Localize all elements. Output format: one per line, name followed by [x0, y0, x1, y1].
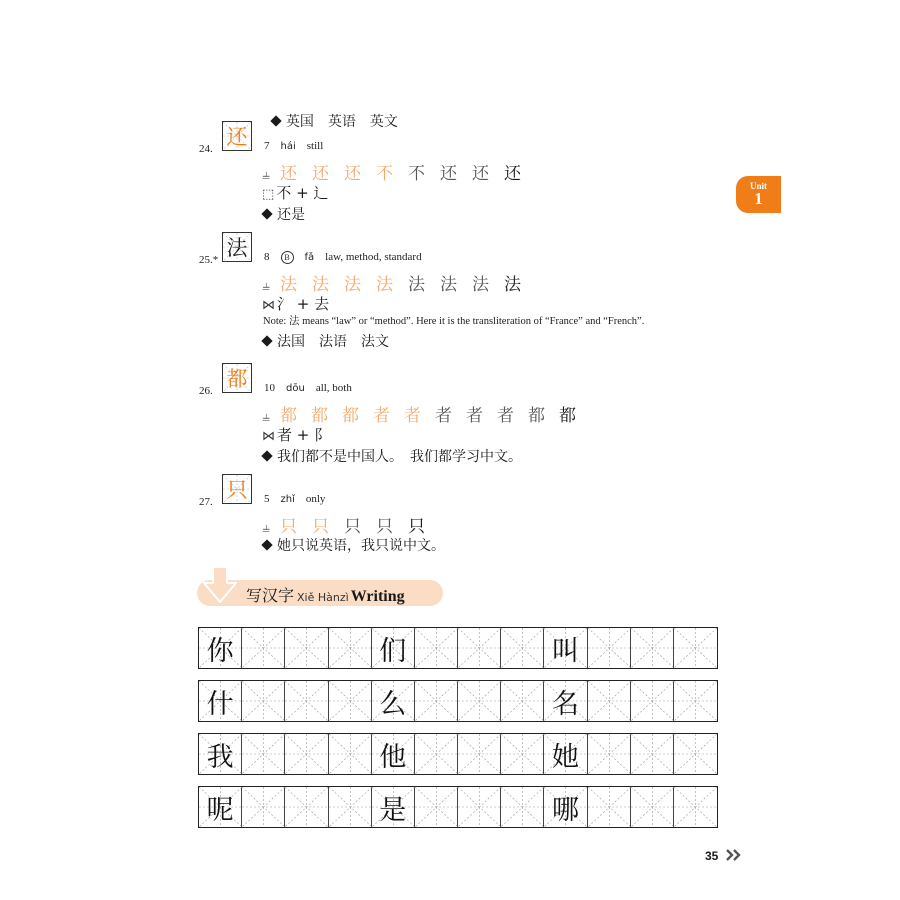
stroke-step: 都: [528, 406, 545, 426]
component-breakdown: [262, 293, 329, 314]
model-character: 么: [379, 688, 407, 720]
writing-row: [198, 680, 718, 722]
diamond-bullet-icon: [261, 539, 272, 550]
model-character: 是: [379, 794, 407, 826]
pinyin: hái: [280, 141, 296, 152]
model-character: 她: [551, 741, 579, 773]
example-words: [263, 204, 305, 224]
stroke-order-row: [262, 159, 536, 184]
model-character: 叫: [551, 635, 579, 667]
writing-cell[interactable]: [329, 734, 372, 774]
cell-guide-lines: [458, 681, 501, 721]
stroke-order-row: [262, 401, 590, 426]
writing-cell[interactable]: [415, 734, 458, 774]
stroke-step: 还: [440, 164, 457, 184]
cell-guide-lines: [329, 734, 372, 774]
stroke-step: 法: [440, 275, 457, 295]
stroke-order-icon: ⫨: [262, 278, 270, 294]
cell-guide-lines: [588, 734, 631, 774]
entry-number: 24.: [199, 143, 213, 155]
stroke-order-icon: ⫨: [262, 409, 270, 425]
page-number: 35: [705, 849, 719, 863]
writing-cell[interactable]: [588, 681, 631, 721]
stroke-step: 法: [472, 275, 489, 295]
writing-cell[interactable]: [329, 628, 372, 668]
cell-guide-lines: [329, 628, 372, 668]
stroke-step: 还: [312, 164, 329, 184]
cell-guide-lines: [501, 787, 544, 827]
down-arrow-icon: [203, 567, 237, 603]
component-icon: ⬚: [262, 187, 275, 202]
example-words: [263, 446, 522, 466]
components-text: 氵 + 去: [277, 295, 330, 313]
writing-cell[interactable]: [372, 734, 415, 774]
unit-tab[interactable]: [736, 176, 781, 213]
writing-cell[interactable]: [199, 628, 242, 668]
stroke-step: 法: [312, 275, 329, 295]
writing-cell[interactable]: [372, 787, 415, 827]
stroke-step: 都: [311, 406, 328, 426]
pinyin: fǎ: [304, 252, 315, 263]
example-words-text: 她只说英语，我只说中文。: [277, 538, 445, 554]
entry-note: Note: 法 means “law” or “method”. Here it is the transliteration of “France” and “French”.: [263, 316, 645, 327]
entry-number: 27.: [199, 496, 213, 508]
writing-cell[interactable]: [285, 681, 328, 721]
meaning: all, both: [315, 382, 352, 394]
stroke-step: 只: [408, 517, 425, 537]
writing-cell[interactable]: [674, 628, 717, 668]
writing-title-zh: 写汉字: [246, 586, 295, 605]
writing-cell[interactable]: [285, 628, 328, 668]
cell-guide-lines: [285, 681, 328, 721]
stroke-step: 还: [344, 164, 361, 184]
character-box: [222, 232, 252, 262]
stroke-step: 法: [504, 275, 521, 295]
stroke-step: 者: [373, 406, 390, 426]
writing-cell[interactable]: [242, 628, 285, 668]
writing-cell[interactable]: [544, 628, 587, 668]
cell-guide-lines: [501, 734, 544, 774]
writing-cell[interactable]: [631, 734, 674, 774]
entry-number: 25.*: [199, 254, 219, 266]
stroke-step: 还: [280, 164, 297, 184]
model-character: 你: [206, 635, 234, 667]
example-words: [263, 331, 389, 351]
stroke-step: 法: [376, 275, 393, 295]
writing-cell[interactable]: [544, 681, 587, 721]
writing-title-en: Writing: [350, 588, 405, 605]
writing-cell[interactable]: [199, 787, 242, 827]
writing-cell[interactable]: [415, 787, 458, 827]
stroke-step: 还: [472, 164, 489, 184]
writing-cell[interactable]: [631, 681, 674, 721]
stroke-step: 都: [280, 406, 297, 426]
cell-guide-lines: [588, 681, 631, 721]
writing-cell[interactable]: [544, 734, 587, 774]
cell-guide-lines: [588, 628, 631, 668]
component-icon: ⋈: [262, 298, 275, 313]
writing-cell[interactable]: [501, 734, 544, 774]
model-character: 什: [206, 688, 234, 720]
components-text: 不 + 辶: [276, 184, 329, 202]
writing-cell[interactable]: [501, 628, 544, 668]
cell-guide-lines: [242, 787, 285, 827]
writing-cell[interactable]: [588, 734, 631, 774]
stroke-step: 法: [344, 275, 361, 295]
cell-guide-lines: [631, 787, 674, 827]
writing-row: [198, 733, 718, 775]
writing-cell[interactable]: [631, 628, 674, 668]
writing-row: [198, 627, 718, 669]
meaning: law, method, standard: [325, 251, 422, 263]
cell-guide-lines: [631, 628, 674, 668]
writing-cell[interactable]: [329, 681, 372, 721]
component-breakdown: [262, 182, 328, 203]
writing-cell[interactable]: [501, 681, 544, 721]
stroke-step: 都: [342, 406, 359, 426]
writing-section-title: [246, 583, 405, 606]
pinyin: zhǐ: [280, 494, 295, 505]
stroke-step: 不: [376, 164, 393, 184]
writing-cell[interactable]: [588, 787, 631, 827]
writing-cell[interactable]: [588, 628, 631, 668]
cell-guide-lines: [415, 787, 458, 827]
writing-cell[interactable]: [372, 681, 415, 721]
cell-guide-lines: [674, 787, 717, 827]
diamond-bullet-icon: [261, 208, 272, 219]
cell-guide-lines: [458, 734, 501, 774]
cell-guide-lines: [501, 681, 544, 721]
main-character: 只: [226, 478, 248, 502]
cell-guide-lines: [242, 734, 285, 774]
meaning: still: [306, 140, 324, 152]
cell-guide-lines: [285, 628, 328, 668]
writing-cell[interactable]: [458, 734, 501, 774]
writing-cell[interactable]: [242, 787, 285, 827]
main-character: 法: [226, 236, 248, 260]
stroke-step: 都: [559, 406, 576, 426]
example-words-text: 我们都不是中国人。 我们都学习中文。: [277, 449, 522, 465]
model-character: 他: [379, 741, 407, 773]
double-chevron-right-icon: [726, 849, 742, 861]
writing-row: [198, 786, 718, 828]
writing-cell[interactable]: [285, 787, 328, 827]
stroke-order-icon: ⫨: [262, 520, 270, 536]
model-character: 我: [206, 741, 234, 773]
model-character: 们: [379, 635, 407, 667]
cell-guide-lines: [329, 681, 372, 721]
cell-guide-lines: [285, 787, 328, 827]
level-badge-icon: B: [281, 251, 294, 264]
unit-number: 1: [754, 189, 763, 208]
example-words-text: 还是: [277, 207, 305, 223]
stroke-step: 只: [280, 517, 297, 537]
writing-cell[interactable]: [242, 734, 285, 774]
example-words-text: 法国 法语 法文: [277, 334, 389, 350]
writing-cell[interactable]: [199, 734, 242, 774]
character-box: [222, 363, 252, 393]
example-words: [263, 535, 445, 555]
stroke-step: 只: [376, 517, 393, 537]
component-icon: ⋈: [262, 429, 275, 444]
component-breakdown: [262, 424, 329, 445]
main-character: 都: [226, 367, 248, 391]
character-box: [222, 474, 252, 504]
writing-cell[interactable]: [674, 734, 717, 774]
cell-guide-lines: [674, 628, 717, 668]
writing-cell[interactable]: [199, 681, 242, 721]
writing-cell[interactable]: [501, 787, 544, 827]
entry-info: [264, 382, 352, 394]
top-example-words: 英国 英语 英文: [263, 95, 398, 131]
diamond-bullet-icon: [261, 335, 272, 346]
stroke-step: 法: [408, 275, 425, 295]
stroke-step: 者: [466, 406, 483, 426]
stroke-step: 者: [435, 406, 452, 426]
cell-guide-lines: [674, 681, 717, 721]
pinyin: dōu: [286, 383, 305, 394]
stroke-step: 只: [312, 517, 329, 537]
stroke-order-row: [262, 270, 536, 295]
character-box: [222, 121, 252, 151]
unit-label: Unit: [749, 181, 767, 191]
writing-cell[interactable]: [544, 787, 587, 827]
writing-cell[interactable]: [415, 628, 458, 668]
main-character: 还: [226, 125, 248, 149]
meaning: only: [305, 493, 326, 505]
cell-guide-lines: [415, 734, 458, 774]
writing-cell[interactable]: [458, 681, 501, 721]
writing-cell[interactable]: [674, 681, 717, 721]
stroke-count: 8: [264, 251, 270, 263]
cell-guide-lines: [242, 681, 285, 721]
components-text: 者 + 阝: [277, 426, 330, 444]
stroke-step: 不: [408, 164, 425, 184]
entry-info: [264, 493, 325, 505]
writing-title-pinyin: Xiě Hànzì: [297, 591, 349, 604]
entry-info: [264, 140, 323, 152]
cell-guide-lines: [242, 628, 285, 668]
cell-guide-lines: [631, 734, 674, 774]
stroke-count: 7: [264, 140, 270, 152]
cell-guide-lines: [285, 734, 328, 774]
cell-guide-lines: [458, 628, 501, 668]
model-character: 名: [551, 688, 579, 720]
stroke-step: 还: [504, 164, 521, 184]
stroke-order-row: [262, 512, 440, 537]
stroke-count: 10: [264, 382, 275, 394]
entry-number: 26.: [199, 385, 213, 397]
cell-guide-lines: [329, 787, 372, 827]
stroke-step: 法: [280, 275, 297, 295]
cell-guide-lines: [415, 628, 458, 668]
writing-cell[interactable]: [372, 628, 415, 668]
writing-cell[interactable]: [285, 734, 328, 774]
writing-cell[interactable]: [458, 628, 501, 668]
cell-guide-lines: [588, 787, 631, 827]
model-character: 呢: [206, 794, 234, 826]
diamond-bullet-icon: [261, 450, 272, 461]
stroke-step: 只: [344, 517, 361, 537]
cell-guide-lines: [415, 681, 458, 721]
cell-guide-lines: [674, 734, 717, 774]
stroke-count: 5: [264, 493, 270, 505]
writing-cell[interactable]: [631, 787, 674, 827]
writing-cell[interactable]: [415, 681, 458, 721]
writing-cell[interactable]: [329, 787, 372, 827]
writing-cell[interactable]: [242, 681, 285, 721]
diamond-bullet-icon: [270, 115, 281, 126]
cell-guide-lines: [631, 681, 674, 721]
writing-cell[interactable]: [458, 787, 501, 827]
writing-cell[interactable]: [674, 787, 717, 827]
cell-guide-lines: [458, 787, 501, 827]
stroke-step: 者: [404, 406, 421, 426]
model-character: 哪: [551, 794, 579, 826]
entry-info: [264, 251, 422, 264]
cell-guide-lines: [501, 628, 544, 668]
stroke-step: 者: [497, 406, 514, 426]
stroke-order-icon: ⫨: [262, 167, 270, 183]
